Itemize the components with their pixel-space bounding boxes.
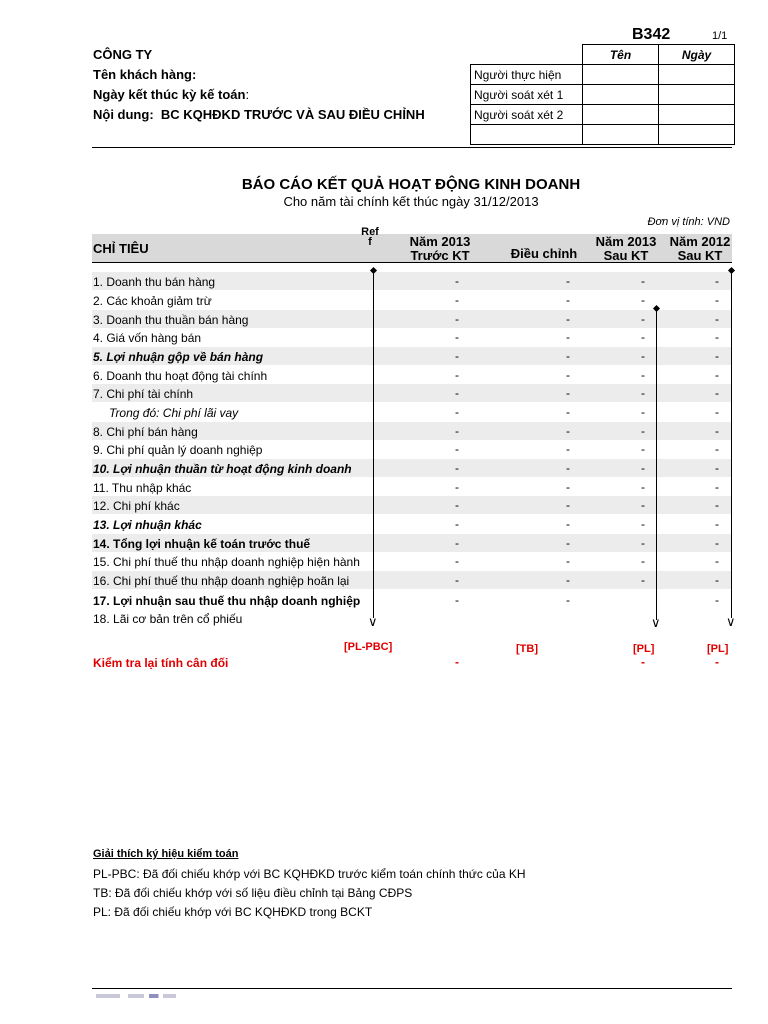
cell-adjustment: - xyxy=(566,424,570,438)
cell-prior: - xyxy=(715,480,719,494)
signoff-row xyxy=(471,105,735,125)
table-row xyxy=(92,384,732,402)
cell-pre-audit: - xyxy=(455,442,459,456)
cell-prior: - xyxy=(715,293,719,307)
cell-prior: - xyxy=(715,442,719,456)
page-number: 1/1 xyxy=(712,30,728,42)
cell-post-audit: - xyxy=(641,274,645,288)
col-prior-line1: Năm 2012 xyxy=(669,234,731,249)
report-subtitle: Cho năm tài chính kết thúc ngày 31/12/2013 xyxy=(283,194,539,209)
table-row xyxy=(92,422,732,440)
col-post-audit-header xyxy=(590,235,662,263)
cell-post-audit: - xyxy=(641,405,645,419)
tickmark-arrow-line xyxy=(656,310,657,620)
table-row xyxy=(92,291,732,309)
cell-post-audit: - xyxy=(641,349,645,363)
cell-post-audit: - xyxy=(641,424,645,438)
cell-pre-audit: - xyxy=(455,312,459,326)
cell-pre-audit: - xyxy=(455,554,459,568)
row-label: 2. Các khoản giảm trừ xyxy=(93,294,212,308)
table-row xyxy=(92,609,732,630)
table-row xyxy=(92,591,732,609)
period-label xyxy=(93,87,249,102)
signoff-table xyxy=(470,44,735,145)
cell-adjustment: - xyxy=(566,349,570,363)
cell-post-audit: - xyxy=(641,480,645,494)
cell-pre-audit: - xyxy=(455,536,459,550)
table-row xyxy=(92,515,732,533)
cell-post-audit: - xyxy=(641,554,645,568)
cell-pre-audit: - xyxy=(455,405,459,419)
cell-post-audit: - xyxy=(641,386,645,400)
signoff-role: Người soát xét 1 xyxy=(471,85,583,105)
row-label: 7. Chi phí tài chính xyxy=(93,387,194,401)
signoff-row xyxy=(471,65,735,85)
cell-pre-audit: - xyxy=(455,480,459,494)
signoff-role: Người soát xét 2 xyxy=(471,105,583,125)
cell-post-audit: - xyxy=(641,442,645,456)
table-row xyxy=(92,478,732,496)
cell-post-audit: - xyxy=(641,498,645,512)
cell-pre-audit: - xyxy=(455,386,459,400)
cell-adjustment: - xyxy=(566,386,570,400)
cell-adjustment: - xyxy=(566,480,570,494)
row-label: 13. Lợi nhuận khác xyxy=(93,518,202,532)
cell-prior: - xyxy=(715,386,719,400)
table-row xyxy=(92,459,732,477)
signoff-row xyxy=(471,125,735,145)
signoff-col-date: Ngày xyxy=(659,45,735,65)
legend-item: PL-PBC: Đã đối chiếu khớp với BC KQHĐKD trước kiểm toán chính thức của KH xyxy=(93,867,526,881)
signoff-header-row xyxy=(471,45,735,65)
header-divider xyxy=(92,147,732,148)
row-label: 14. Tổng lợi nhuận kế toán trước thuế xyxy=(93,537,311,551)
row-label: 15. Chi phí thuế thu nhập doanh nghiệp hiện hành xyxy=(93,555,360,569)
cell-pre-audit: - xyxy=(455,573,459,587)
cell-pre-audit: - xyxy=(455,461,459,475)
tickmark-adjustment: [TB] xyxy=(516,643,538,655)
arrow-down-icon: ∨ xyxy=(726,614,736,629)
cell-pre-audit: - xyxy=(455,517,459,531)
signoff-corner xyxy=(471,45,583,65)
row-label: 18. Lãi cơ bản trên cổ phiếu xyxy=(93,612,243,626)
table-row xyxy=(92,347,732,365)
check-pre-audit: - xyxy=(455,655,459,669)
cell-post-audit: - xyxy=(641,536,645,550)
cell-adjustment: - xyxy=(566,536,570,550)
cell-adjustment: - xyxy=(566,312,570,326)
arrow-down-icon: ∨ xyxy=(651,615,661,630)
tickmark-arrow-line xyxy=(731,272,732,618)
signoff-date-cell[interactable] xyxy=(659,125,735,145)
col-prior-header xyxy=(664,235,736,263)
signoff-role: Người thực hiện xyxy=(471,65,583,85)
cell-adjustment: - xyxy=(566,593,570,607)
cell-adjustment: - xyxy=(566,573,570,587)
content-label: Nội dung: xyxy=(93,107,154,122)
signoff-name-cell[interactable] xyxy=(583,125,659,145)
row-label: 6. Doanh thu hoạt động tài chính xyxy=(93,369,268,383)
col-adjustment-header: Điều chỉnh xyxy=(510,246,578,261)
table-row xyxy=(92,496,732,514)
cell-pre-audit: - xyxy=(455,293,459,307)
cell-prior: - xyxy=(715,424,719,438)
cell-prior: - xyxy=(715,330,719,344)
cell-pre-audit: - xyxy=(455,498,459,512)
cell-prior: - xyxy=(715,461,719,475)
cell-prior: - xyxy=(715,573,719,587)
col-ref-top: Ref xyxy=(361,226,379,238)
period-colon: : xyxy=(245,87,250,102)
row-label: 5. Lợi nhuận gộp về bán hàng xyxy=(93,350,264,364)
check-post-audit: - xyxy=(641,655,645,669)
row-label: 10. Lợi nhuận thuần từ hoạt động kinh doanh xyxy=(93,462,352,476)
footer-divider xyxy=(92,988,732,989)
tickmark-pre-audit: [PL-PBC] xyxy=(344,641,393,653)
cell-adjustment: - xyxy=(566,498,570,512)
table-row xyxy=(92,310,732,328)
cell-pre-audit: - xyxy=(455,330,459,344)
row-label: 17. Lợi nhuận sau thuế thu nhập doanh nghiệp xyxy=(93,594,361,608)
content-value: BC KQHĐKD TRƯỚC VÀ SAU ĐIỀU CHỈNH xyxy=(160,107,425,122)
signoff-role xyxy=(471,125,583,145)
table-row xyxy=(92,534,732,552)
table-row xyxy=(92,440,732,458)
row-label: 4. Giá vốn hàng bán xyxy=(93,331,202,345)
col-pre-audit-header xyxy=(398,235,482,263)
signoff-col-name: Tên xyxy=(583,45,659,65)
row-label: 9. Chi phí quản lý doanh nghiệp xyxy=(93,443,263,457)
signoff-date-cell[interactable] xyxy=(659,105,735,125)
tickmark-prior: [PL] xyxy=(707,643,729,655)
row-label: 12. Chi phí khác xyxy=(93,499,180,513)
cell-adjustment: - xyxy=(566,405,570,419)
cell-pre-audit: - xyxy=(455,274,459,288)
cell-post-audit: - xyxy=(641,573,645,587)
cell-prior: - xyxy=(715,368,719,382)
table-row xyxy=(92,366,732,384)
row-label: 16. Chi phí thuế thu nhập doanh nghiệp hoãn lại xyxy=(93,574,350,588)
row-label: 3. Doanh thu thuần bán hàng xyxy=(93,313,249,327)
legend-item: PL: Đã đối chiếu khớp với BC KQHĐKD trong BCKT xyxy=(93,905,373,919)
col-pre-audit-line2: Trước KT xyxy=(410,248,470,263)
currency-unit: Đơn vị tính: VND xyxy=(647,216,730,228)
cell-prior: - xyxy=(715,349,719,363)
col-ref-bottom: f xyxy=(368,236,372,248)
cell-prior: - xyxy=(715,405,719,419)
cell-adjustment: - xyxy=(566,554,570,568)
cell-prior: - xyxy=(715,274,719,288)
table-row xyxy=(92,571,732,589)
row-label: 11. Thu nhập khác xyxy=(93,481,192,495)
cell-post-audit: - xyxy=(641,368,645,382)
cell-prior: - xyxy=(715,498,719,512)
legend-item: TB: Đã đối chiếu khớp với số liệu điều chỉnh tại Bảng CĐPS xyxy=(93,886,413,900)
cell-adjustment: - xyxy=(566,293,570,307)
col-pre-audit-line1: Năm 2013 xyxy=(409,234,471,249)
cell-prior: - xyxy=(715,517,719,531)
table-row xyxy=(92,552,732,570)
col-prior-line2: Sau KT xyxy=(677,248,723,263)
cell-adjustment: - xyxy=(566,461,570,475)
cell-adjustment: - xyxy=(566,330,570,344)
cell-post-audit: - xyxy=(641,293,645,307)
cell-adjustment: - xyxy=(566,517,570,531)
col-post-audit-line1: Năm 2013 xyxy=(595,234,657,249)
col-ref-header xyxy=(355,227,385,247)
balance-check-label: Kiểm tra lại tính cân đối xyxy=(93,656,229,670)
cell-adjustment: - xyxy=(566,442,570,456)
cell-adjustment: - xyxy=(566,368,570,382)
table-row xyxy=(92,328,732,346)
tickmark-post-audit: [PL] xyxy=(633,643,655,655)
working-paper-ref: B342 xyxy=(632,26,671,43)
cell-post-audit: - xyxy=(641,461,645,475)
cell-pre-audit: - xyxy=(455,368,459,382)
col-item-header: CHỈ TIÊU xyxy=(93,241,149,256)
cell-post-audit: - xyxy=(641,517,645,531)
signoff-name-cell[interactable] xyxy=(583,65,659,85)
tickmark-arrow-line xyxy=(373,272,374,618)
signoff-row xyxy=(471,85,735,105)
cell-prior: - xyxy=(715,593,719,607)
cell-post-audit: - xyxy=(641,312,645,326)
footer-logo xyxy=(96,994,176,998)
cell-post-audit: - xyxy=(641,330,645,344)
check-prior: - xyxy=(715,655,719,669)
company-label: CÔNG TY xyxy=(93,47,153,62)
period-label-text: Ngày kết thúc kỳ kế toán xyxy=(93,87,246,102)
client-label: Tên khách hàng: xyxy=(93,67,197,82)
legend-title: Giải thích ký hiệu kiểm toán xyxy=(93,848,239,860)
table-row xyxy=(92,403,732,421)
row-label: 8. Chi phí bán hàng xyxy=(93,425,198,439)
content-line xyxy=(93,107,425,122)
signoff-date-cell[interactable] xyxy=(659,85,735,105)
signoff-date-cell[interactable] xyxy=(659,65,735,85)
cell-pre-audit: - xyxy=(455,349,459,363)
report-title: BÁO CÁO KẾT QUẢ HOẠT ĐỘNG KINH DOANH xyxy=(241,176,581,193)
cell-pre-audit: - xyxy=(455,424,459,438)
signoff-name-cell[interactable] xyxy=(583,85,659,105)
cell-prior: - xyxy=(715,312,719,326)
arrow-down-icon: ∨ xyxy=(368,614,378,629)
cell-prior: - xyxy=(715,554,719,568)
cell-prior: - xyxy=(715,536,719,550)
row-label: 1. Doanh thu bán hàng xyxy=(93,275,216,289)
row-label: Trong đó: Chi phí lãi vay xyxy=(109,406,239,420)
cell-adjustment: - xyxy=(566,274,570,288)
col-post-audit-line2: Sau KT xyxy=(603,248,649,263)
signoff-name-cell[interactable] xyxy=(583,105,659,125)
cell-pre-audit: - xyxy=(455,593,459,607)
table-row xyxy=(92,272,732,290)
